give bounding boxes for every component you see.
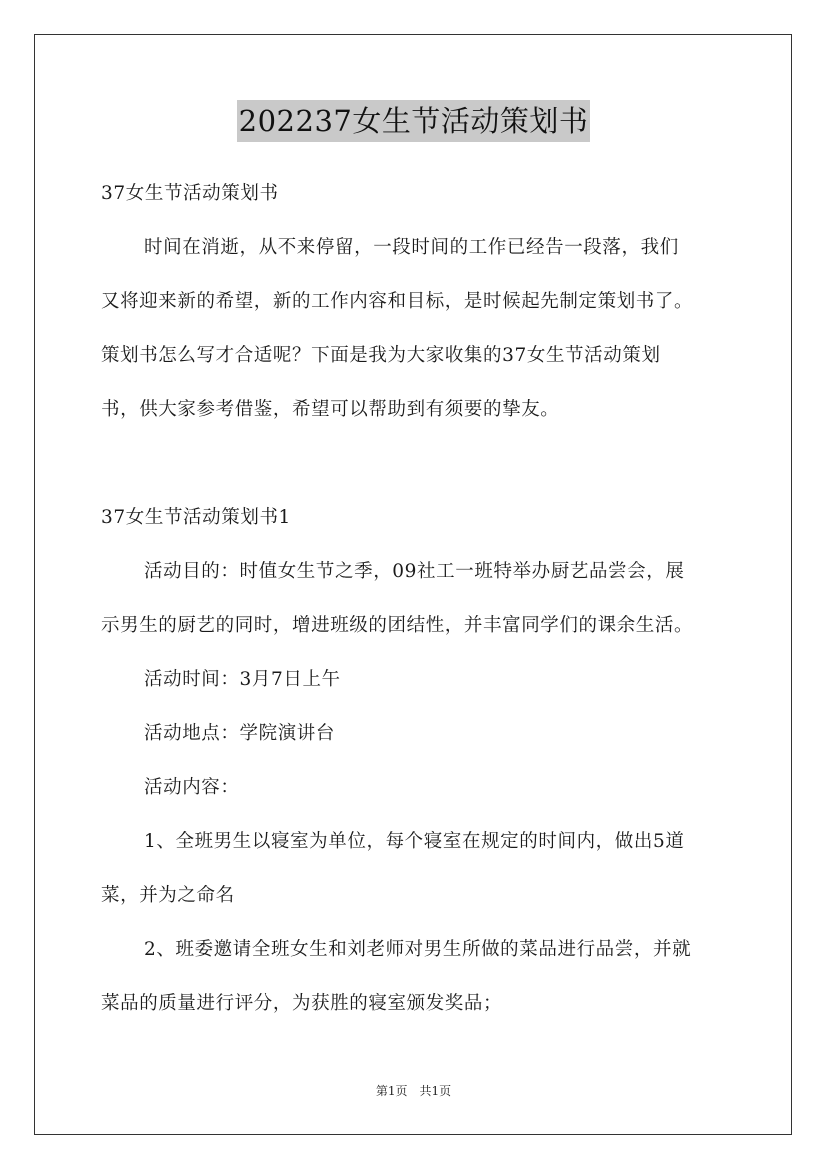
section-heading: 37女生节活动策划书1 xyxy=(101,507,291,528)
title-container xyxy=(0,100,827,142)
paragraph-line: 书，供大家参考借鉴，希望可以帮助到有须要的挚友。 xyxy=(101,399,560,420)
section-heading: 37女生节活动策划书 xyxy=(101,183,279,204)
page-total: 共1页 xyxy=(419,1084,452,1098)
paragraph-line: 2、班委邀请全班女生和刘老师对男生所做的菜品进行品尝，并就 xyxy=(144,939,692,960)
paragraph-line: 菜品的质量进行评分，为获胜的寝室颁发奖品； xyxy=(101,993,503,1014)
document-title: 202237女生节活动策划书 xyxy=(237,100,591,142)
paragraph-line: 时间在消逝，从不来停留，一段时间的工作已经告一段落，我们 xyxy=(144,237,679,258)
paragraph-line: 活动内容： xyxy=(144,777,240,798)
paragraph-line: 活动时间：3月7日上午 xyxy=(144,669,341,690)
paragraph-line: 菜，并为之命名 xyxy=(101,885,235,906)
page-footer xyxy=(0,1083,827,1099)
paragraph-line: 策划书怎么写才合适呢？下面是我为大家收集的37女生节活动策划 xyxy=(101,345,661,366)
paragraph-line: 又将迎来新的希望，新的工作内容和目标，是时候起先制定策划书了。 xyxy=(101,291,694,312)
paragraph-line: 活动地点：学院演讲台 xyxy=(144,723,336,744)
paragraph-line: 示男生的厨艺的同时，增进班级的团结性，并丰富同学们的课余生活。 xyxy=(101,615,694,636)
page-number: 第1页 xyxy=(375,1084,408,1098)
paragraph-line: 1、全班男生以寝室为单位，每个寝室在规定的时间内，做出5道 xyxy=(144,831,685,852)
paragraph-line: 活动目的：时值女生节之季，09社工一班特举办厨艺品尝会，展 xyxy=(144,561,685,582)
